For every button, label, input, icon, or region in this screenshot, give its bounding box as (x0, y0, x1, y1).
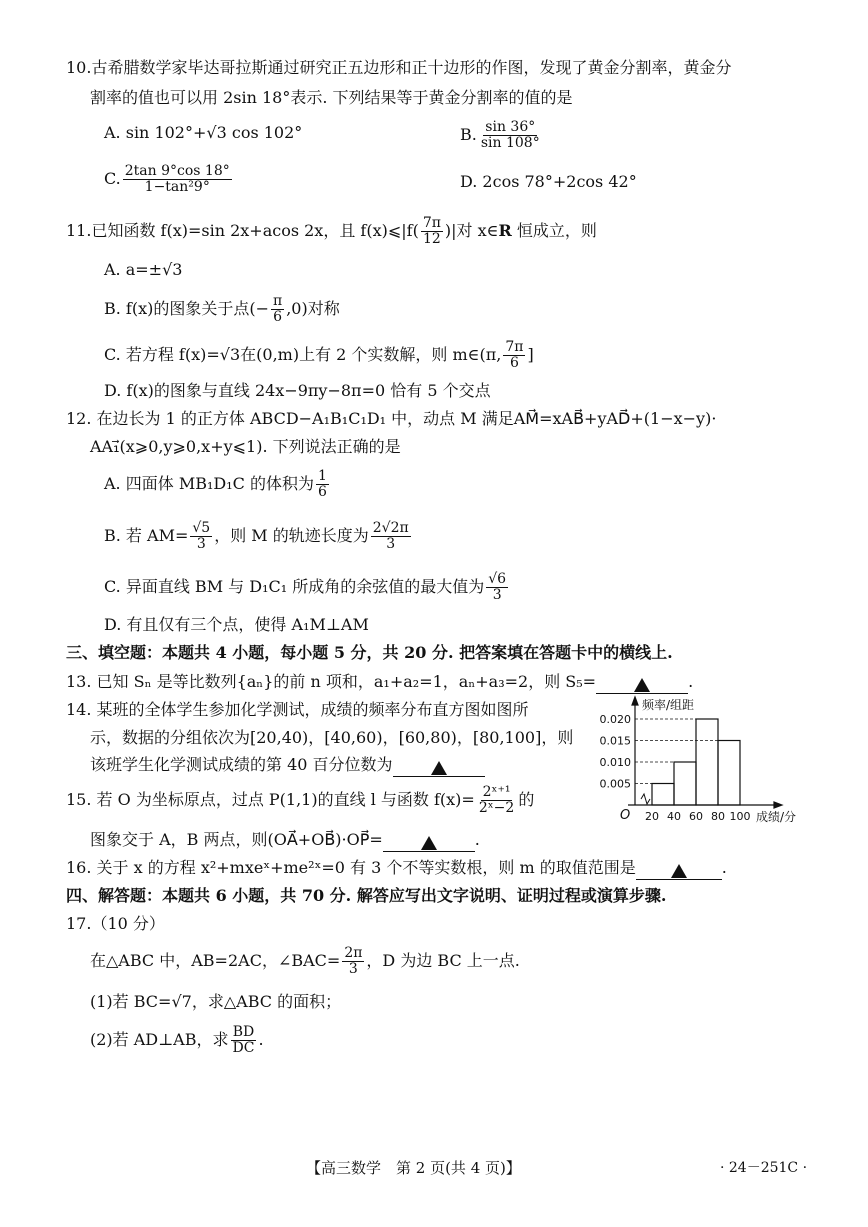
footer-page-info: 【高三数学 第 2 页(共 4 页)】 (306, 1159, 521, 1177)
q11-option-d: D. f(x)的图象与直线 24x−9πy−8π=0 恰有 5 个交点 (104, 381, 491, 400)
q12-option-d: D. 有且仅有三个点，使得 A₁M⊥AM (104, 615, 369, 634)
q10-stem-line2: 割率的值也可以用 2sin 18°表示. 下列结果等于黄金分割率的值的是 (90, 88, 573, 107)
q14-answer-blank (393, 758, 485, 777)
q17-title: 17.（10 分） (66, 914, 165, 933)
q12-stem-line2: AA₁⃗(x⩾0,y⩾0,x+y⩽1). 下列说法正确的是 (90, 437, 401, 456)
x-axis-label: 成绩/分 (756, 810, 797, 824)
x-tick-label: 20 (645, 810, 659, 823)
q15-answer-blank (383, 833, 475, 852)
q17-part-1: (1)若 BC=√7，求△ABC 的面积； (90, 992, 342, 1011)
q14-stem-line3: 该班学生化学测试成绩的第 40 百分位数为 (90, 755, 485, 777)
x-tick-label: 40 (667, 810, 681, 823)
triangle-icon (671, 864, 687, 878)
q12-stem-line1: 12. 在边长为 1 的正方体 ABCD−A₁B₁C₁D₁ 中，动点 M 满足AM⃗=xAB⃗+yAD⃗+(1−x−y)· (66, 409, 717, 428)
x-tick-label: 60 (689, 810, 703, 823)
q16-answer-blank (636, 861, 722, 880)
q16-stem: 16. 关于 x 的方程 x²+mxeˣ+me²ˣ=0 有 3 个不等实数根，则 m 的取值范围是 . (66, 858, 727, 880)
bar-[40,60) (674, 762, 696, 805)
y-tick-label: 0.020 (599, 713, 631, 726)
triangle-icon (431, 761, 447, 775)
section-4-header: 四、解答题：本题共 6 小题，共 70 分. 解答应写出文字说明、证明过程或演算步骤. (66, 886, 667, 905)
q12-option-b: B. 若 AM= $\frac{√5}{3}$ ，则 M 的轨迹长度为 $\frac{2√2\pi}{3}$ (104, 520, 409, 552)
q15-stem-line2: 图象交于 A，B 两点，则(OA⃗+OB⃗)·OP⃗= . (90, 830, 480, 852)
q17-part-2: (2)若 AD⊥AB，求 $\frac{BD}{DC}$ . (90, 1024, 264, 1056)
origin-label: O (620, 808, 631, 823)
q10-option-b: B. $\frac{\sin 36^\circ}{\sin 108^\circ}$ (460, 119, 540, 151)
q10-stem-line1: 10.古希腊数学家毕达哥拉斯通过研究正五边形和正十边形的作图，发现了黄金分割率，黄金分 (66, 58, 732, 77)
axis-break (641, 794, 650, 804)
q13-answer-blank (596, 675, 688, 694)
x-tick-label: 80 (711, 810, 725, 823)
q10-option-a: A. sin 102°+√3 cos 102° (104, 123, 303, 142)
bar-[80,100] (718, 741, 740, 806)
q17-stem: 在△ABC 中，AB=2AC，∠BAC= $\frac{2\pi}{3}$ ，D 为边 BC 上一点. (90, 945, 520, 977)
x-axis-arrow (774, 802, 782, 808)
triangle-icon (634, 678, 650, 692)
footer-code: · 24－251C · (720, 1160, 808, 1176)
q12-option-c: C. 异面直线 BM 与 D₁C₁ 所成角的余弦值的最大值为 $\frac{√6}{3}$ (104, 571, 507, 603)
x-tick-label: 100 (729, 810, 751, 823)
frequency-histogram (590, 693, 820, 828)
q11-option-b: B. f(x)的图象关于点(− $\frac{\pi}{6}$ ,0)对称 (104, 293, 340, 325)
section-3-header: 三、填空题：本题共 4 小题，每小题 5 分，共 20 分. 把答案填在答题卡中的横线上. (66, 643, 673, 662)
q11-stem: 11.已知函数 f(x)=sin 2x+acos 2x，且 f(x)⩽|f( $\frac{7\pi}{12}$ )|对 x∈R 恒成立，则 (66, 215, 597, 247)
q10-option-c: C. $\frac{2\tan 9^\circ\cos 18^\circ}{\text{1−tan²9°}}$ (104, 163, 230, 195)
y-tick-label: 0.010 (599, 756, 631, 769)
bar-[20,40) (652, 784, 674, 806)
q14-stem-line2: 示，数据的分组依次为[20,40)，[40,60)，[60,80)，[80,100]，则 (90, 728, 574, 747)
q14-stem-line1: 14. 某班的全体学生参加化学测试，成绩的频率分布直方图如图所 (66, 700, 529, 719)
y-axis-label: 频率/组距 (642, 698, 695, 712)
q13-stem: 13. 已知 Sₙ 是等比数列{aₙ}的前 n 项和，a₁+a₂=1，aₙ+a₃=2，则 S₅= . (66, 672, 693, 694)
triangle-icon (421, 836, 437, 850)
y-axis-arrow (632, 697, 638, 705)
q12-option-a: A. 四面体 MB₁D₁C 的体积为 $\frac{1}{6}$ (104, 468, 327, 500)
y-tick-label: 0.005 (599, 777, 631, 791)
q11-option-a: A. a=±√3 (104, 260, 183, 279)
q10-option-d: D. 2cos 78°+2cos 42° (460, 172, 637, 191)
bar-[60,80) (696, 719, 718, 805)
q11-option-c: C. 若方程 f(x)=√3在(0,m)上有 2 个实数解，则 m∈(π, $\frac{7\pi}{6}$ ] (104, 339, 534, 371)
q15-stem-line1: 15. 若 O 为坐标原点，过点 P(1,1)的直线 l 与函数 f(x)= $\frac{\text{2ˣ⁺¹}}{\text{2ˣ−2}}$ 的 (66, 784, 535, 816)
y-tick-label: 0.015 (599, 734, 631, 748)
